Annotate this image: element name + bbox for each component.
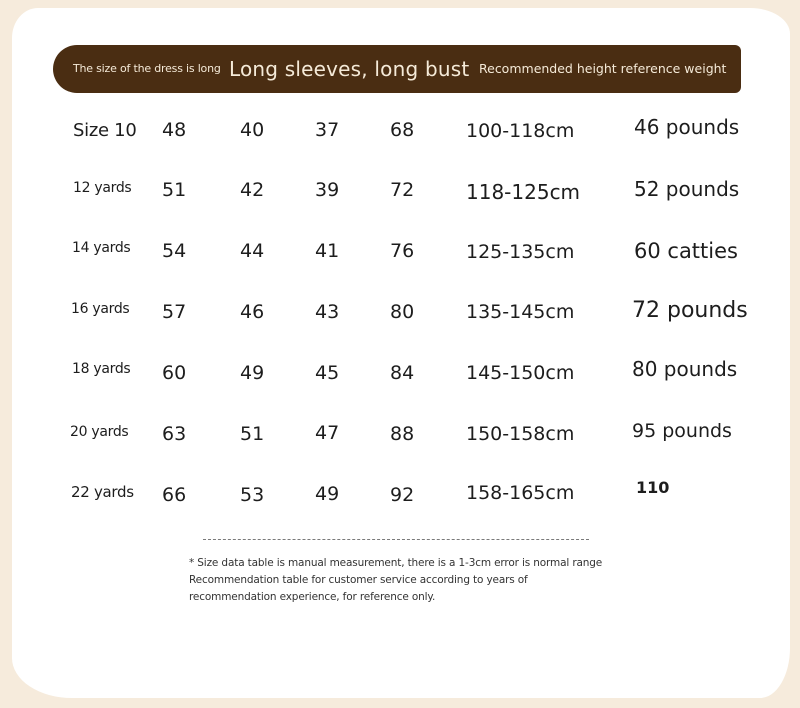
table-header-bar bbox=[53, 45, 741, 93]
dress-length-value: 63 bbox=[162, 423, 187, 445]
note-measurement-error: * Size data table is manual measurement, there is a 1-3cm error is normal range bbox=[189, 557, 603, 569]
height-range: 118-125cm bbox=[466, 180, 581, 204]
shoulder-value: 43 bbox=[315, 301, 340, 323]
height-range: 125-135cm bbox=[466, 241, 575, 263]
size-label: 22 yards bbox=[71, 483, 134, 501]
dress-length-value: 66 bbox=[162, 484, 187, 506]
shoulder-value: 45 bbox=[315, 362, 340, 384]
size-label: 14 yards bbox=[72, 240, 131, 256]
dress-length-value: 48 bbox=[162, 119, 187, 141]
shoulder-value: 49 bbox=[315, 483, 340, 505]
bust-value: 80 bbox=[390, 301, 415, 323]
sleeve-length-value: 51 bbox=[240, 423, 265, 445]
sleeve-length-value: 53 bbox=[240, 484, 265, 506]
weight-value: 95 pounds bbox=[632, 420, 732, 442]
weight-value: 110 bbox=[636, 478, 670, 497]
size-label: 20 yards bbox=[70, 424, 129, 440]
sleeve-length-value: 42 bbox=[240, 179, 265, 201]
dress-length-value: 60 bbox=[162, 362, 187, 384]
weight-value: 46 pounds bbox=[634, 115, 740, 139]
bust-value: 76 bbox=[390, 240, 415, 262]
sleeve-length-value: 49 bbox=[240, 362, 265, 384]
bust-value: 92 bbox=[390, 484, 415, 506]
shoulder-value: 39 bbox=[315, 179, 340, 201]
dress-length-value: 57 bbox=[162, 301, 187, 323]
bust-value: 72 bbox=[390, 179, 415, 201]
header-sleeves-bust: Long sleeves, long bust bbox=[229, 57, 470, 81]
weight-value: 52 pounds bbox=[634, 177, 740, 201]
bust-value: 84 bbox=[390, 362, 415, 384]
shoulder-value: 37 bbox=[315, 119, 340, 141]
height-range: 145-150cm bbox=[466, 362, 575, 384]
sleeve-length-value: 44 bbox=[240, 240, 265, 262]
notes-divider bbox=[203, 539, 589, 540]
size-label: 18 yards bbox=[72, 361, 131, 377]
size-label: 16 yards bbox=[71, 301, 130, 317]
size-label: 12 yards bbox=[73, 180, 132, 196]
height-range: 100-118cm bbox=[466, 120, 575, 142]
weight-value: 80 pounds bbox=[632, 357, 738, 381]
sleeve-length-value: 46 bbox=[240, 301, 265, 323]
header-recommended-height-weight: Recommended height reference weight bbox=[479, 61, 727, 76]
height-range: 158-165cm bbox=[466, 482, 575, 504]
header-dress-length: The size of the dress is long bbox=[73, 62, 221, 75]
shoulder-value: 47 bbox=[315, 422, 340, 444]
sleeve-length-value: 40 bbox=[240, 119, 265, 141]
dress-length-value: 51 bbox=[162, 179, 187, 201]
height-range: 150-158cm bbox=[466, 423, 575, 445]
weight-value: 72 pounds bbox=[632, 298, 748, 323]
bust-value: 68 bbox=[390, 119, 415, 141]
shoulder-value: 41 bbox=[315, 240, 340, 262]
weight-value: 60 catties bbox=[634, 239, 738, 263]
dress-length-value: 54 bbox=[162, 240, 187, 262]
height-range: 135-145cm bbox=[466, 301, 575, 323]
bust-value: 88 bbox=[390, 423, 415, 445]
note-recommendation-line-2: recommendation experience, for reference only. bbox=[189, 591, 436, 603]
size-label: Size 10 bbox=[73, 120, 137, 141]
note-recommendation-line-1: Recommendation table for customer service according to years of bbox=[189, 574, 528, 586]
